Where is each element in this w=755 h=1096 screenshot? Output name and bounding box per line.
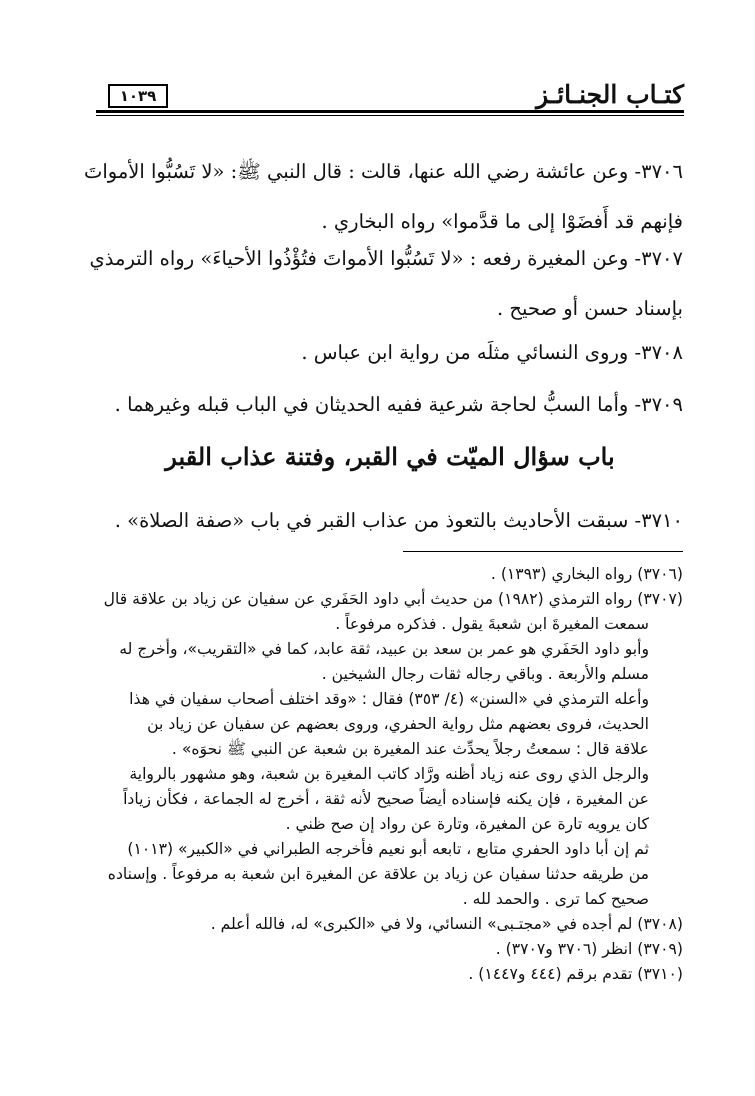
footnote-line: وأبو داود الحَفَري هو عمر بن سعد بن عبيد، ثقة عابد، كما في «التقريب»، وأخرج له xyxy=(119,640,649,658)
footnote-line: الحديث، فروى بعضهم مثل رواية الحفري، وروى بعضهم عن سفيان عن زياد بن xyxy=(147,715,649,733)
header-rule-thin xyxy=(96,115,684,116)
footnote-line: سمعت المغيرةَ ابن شعبةَ يقول . فذكره مرفوعاً . xyxy=(335,615,649,633)
header-rule-thick xyxy=(96,110,684,113)
page-number: ١٠٣٩ xyxy=(108,84,168,108)
footnote-line: (٣٧٠٧) رواه الترمذي (١٩٨٢) من حديث أبي داود الحَفَري عن سفيان عن زياد بن علاقة قال xyxy=(103,590,683,608)
hadith-line: فإنهم قد أَفضَوْا إلى ما قدَّموا» رواه البخاري . xyxy=(321,210,683,233)
footnotes xyxy=(73,562,683,987)
footnote-line: (٣٧١٠) تقدم برقم (٤٤٤ و١٤٤٧) . xyxy=(468,965,683,983)
footnote-line: (٣٧٠٩) انظر (٣٧٠٦ و٣٧٠٧) . xyxy=(495,940,683,958)
footnote-line: (٣٧٠٨) لم أجده في «مجتـبى» النسائي، ولا في «الكبرى» له، فالله أعلم . xyxy=(210,915,683,933)
hadith-line: ٣٧٠٨- وروى النسائي مثلَه من رواية ابن عباس . xyxy=(301,341,683,364)
hadith-3709 xyxy=(83,380,683,430)
footnote-line: (٣٧٠٦) رواه البخاري (١٣٩٣) . xyxy=(490,565,683,583)
hadith-line: ٣٧٠٦- وعن عائشة رضي الله عنها، قالت : قال النبي ﷺ: «لا تَسُبُّوا الأمواتَ xyxy=(83,160,683,183)
hadith-line: ٣٧٠٩- وأما السبُّ لحاجة شرعية ففيه الحديثان في الباب قبله وغيرهما . xyxy=(114,393,683,416)
hadith-3710 xyxy=(83,496,683,546)
footnote-line: والرجل الذي روى عنه زياد أظنه ورَّاد كاتب المغيرة بن شعبة، وهو مشهور بالرواية xyxy=(129,765,649,783)
footnote-divider xyxy=(403,551,683,552)
hadith-3707 xyxy=(83,234,683,334)
footnote-line: وأعله الترمذي في «السنن» (٤/ ٣٥٣) فقال : «وقد اختلف أصحاب سفيان في هذا xyxy=(129,690,649,708)
footnote-line: علاقة قال : سمعتُ رجلاً يحدِّث عند المغيرة بن شعبة عن النبي ﷺ نحوَه» . xyxy=(171,740,649,758)
footnote-line: من طريقه حدثنا سفيان عن زياد بن علاقة عن المغيرة ابن شعبة به مرفوعاً . وإسناده xyxy=(107,865,649,883)
hadith-3706 xyxy=(83,147,683,247)
footnote-line: مسلم والأربعة . وباقي رجاله ثقات رجال الشيخين . xyxy=(321,665,649,683)
footnote-line: ثم إن أبا داود الحفري متابع ، تابعه أبو نعيم فأخرجه الطبراني في «الكبير» (١٠١٣) xyxy=(127,840,649,858)
footnote-line: صحيح كما ترى . والحمد لله . xyxy=(462,890,649,908)
book-title: كتـاب الجنـائـز xyxy=(536,80,684,109)
hadith-line: ٣٧١٠- سبقت الأحاديث بالتعوذ من عذاب القبر في باب «صفة الصلاة» . xyxy=(114,509,683,532)
chapter-title: باب سؤال الميّت في القبر، وفتنة عذاب القبر xyxy=(165,442,615,471)
footnote-line: عن المغيرة ، فإن يكنه فإسناده أيضاً صحيح لأنه ثقة ، أخرج له الجماعة ، فكأن زياداً xyxy=(123,790,649,808)
hadith-3708 xyxy=(83,328,683,378)
hadith-line: بإسناد حسن أو صحيح . xyxy=(497,297,683,320)
footnote-line: كان يرويه تارة عن المغيرة، وتارة عن رواد إن صح ظني . xyxy=(285,815,649,833)
page-header xyxy=(96,80,684,112)
hadith-line: ٣٧٠٧- وعن المغيرة رفعه : «لا تَسُبُّوا الأمواتَ فتُؤْذُوا الأحياءَ» رواه الترمذي xyxy=(89,247,683,270)
